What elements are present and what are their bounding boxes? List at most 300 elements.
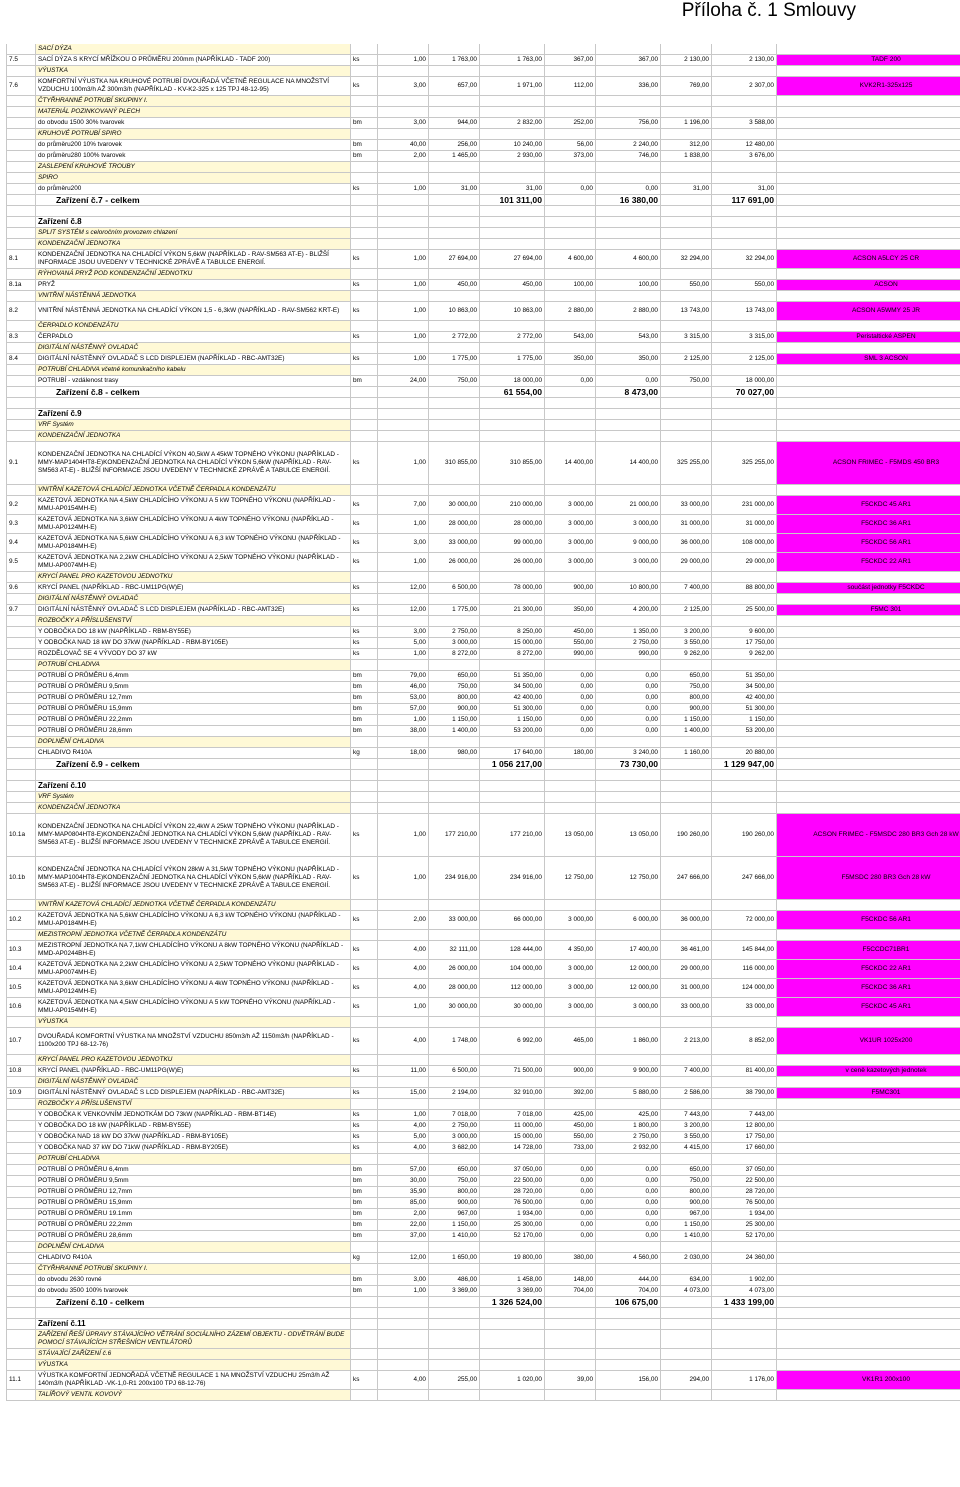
row-total <box>712 173 777 184</box>
item-description: POTRUBÍ O PRŮMĚRU 6,4mm <box>36 1165 351 1176</box>
item-number <box>7 1242 36 1253</box>
mounting-price: 373,00 <box>545 151 596 162</box>
mounting-total: 156,00 <box>596 1371 661 1390</box>
mounting-total <box>596 1017 661 1028</box>
quantity <box>378 195 429 206</box>
product-note <box>777 409 960 420</box>
mounting-total: 3 000,00 <box>596 553 661 572</box>
item-description: DIGITÁLNÍ NÁSTĚNNÝ OVLADAČ S LCD DISPLEJEM (NAPŘÍKLAD - RBC-AMT32E) <box>36 1088 351 1099</box>
unit: kg <box>351 1253 378 1264</box>
supply-total: 14 728,00 <box>480 1143 545 1154</box>
spacer-row <box>7 206 960 217</box>
item-number <box>7 1209 36 1220</box>
product-note: F5CKDC 56 AR1 <box>777 911 960 930</box>
unit-price: 33 000,00 <box>429 534 480 553</box>
unit-price <box>429 792 480 803</box>
item-description: KAZETOVÁ JEDNOTKA NA 3,6kW CHLADÍCÍHO VÝKONU A 4kW TOPNÉHO VÝKONU (NAPŘÍKLAD - MMU-AP0124MH-E) <box>36 515 351 534</box>
unit <box>351 409 378 420</box>
mounting-price: 180,00 <box>545 748 596 759</box>
item-description: MATERIÁL POZINKOVANÝ PLECH <box>36 107 351 118</box>
row-total: 108 000,00 <box>712 534 777 553</box>
total-unit-price <box>661 1319 712 1330</box>
total-unit-price <box>661 792 712 803</box>
total-unit-price: 967,00 <box>661 1209 712 1220</box>
item-number <box>7 1121 36 1132</box>
unit <box>351 228 378 239</box>
unit: ks <box>351 515 378 534</box>
quantity <box>378 759 429 770</box>
row-total: 1 176,00 <box>712 1371 777 1390</box>
row-total: 8 852,00 <box>712 1028 777 1055</box>
product-note <box>777 900 960 911</box>
unit-price <box>429 173 480 184</box>
mounting-price: 56,00 <box>545 140 596 151</box>
unit <box>351 239 378 250</box>
unit: ks <box>351 332 378 343</box>
mounting-price <box>545 269 596 280</box>
quantity <box>378 1319 429 1330</box>
mounting-total: 2 932,00 <box>596 1143 661 1154</box>
mounting-total: 1 350,00 <box>596 627 661 638</box>
unit: bm <box>351 1187 378 1198</box>
quantity: 1,00 <box>378 1110 429 1121</box>
row-total: 17 660,00 <box>712 1143 777 1154</box>
mounting-price <box>545 572 596 583</box>
total-row <box>7 387 960 398</box>
total-unit-price <box>661 1360 712 1371</box>
mounting-total: 1 800,00 <box>596 1121 661 1132</box>
quantity <box>378 1390 429 1401</box>
total-unit-price: 9 262,00 <box>661 649 712 660</box>
supply-total <box>480 900 545 911</box>
mounting-price <box>545 594 596 605</box>
group-header-row <box>7 228 960 239</box>
unit <box>351 485 378 496</box>
supply-total <box>480 217 545 228</box>
table-row <box>7 941 960 960</box>
item-description: KRYCÍ PANEL PRO KAZETOVOU JEDNOTKU <box>36 572 351 583</box>
item-number: 10.3 <box>7 941 36 960</box>
group-header-row <box>7 1264 960 1275</box>
table-row <box>7 534 960 553</box>
product-note <box>777 726 960 737</box>
unit-price <box>429 594 480 605</box>
mounting-total: 12 750,00 <box>596 857 661 900</box>
mounting-price <box>545 1017 596 1028</box>
table-row <box>7 649 960 660</box>
table-row <box>7 1231 960 1242</box>
supply-total: 19 800,00 <box>480 1253 545 1264</box>
quantity <box>378 409 429 420</box>
table-row <box>7 1088 960 1099</box>
total-unit-price: 750,00 <box>661 376 712 387</box>
total-unit-price <box>661 269 712 280</box>
table-row <box>7 704 960 715</box>
mounting-price: 450,00 <box>545 627 596 638</box>
item-description: Zařízení č.10 <box>36 781 351 792</box>
product-note <box>777 1286 960 1297</box>
group-header-row <box>7 107 960 118</box>
table-row <box>7 1066 960 1077</box>
row-total <box>712 107 777 118</box>
product-note <box>777 1209 960 1220</box>
mounting-total <box>596 291 661 302</box>
row-total: 2 307,00 <box>712 77 777 96</box>
item-number <box>7 184 36 195</box>
item-description: ROZDĚLOVAČ SE 4 VÝVODY DO 37 kW <box>36 649 351 660</box>
product-note <box>777 485 960 496</box>
item-number <box>7 1390 36 1401</box>
unit-price: 1 400,00 <box>429 726 480 737</box>
supply-total <box>480 66 545 77</box>
item-number: 8.4 <box>7 354 36 365</box>
item-number <box>7 1253 36 1264</box>
item-number: 10.7 <box>7 1028 36 1055</box>
product-note <box>777 96 960 107</box>
unit-price: 967,00 <box>429 1209 480 1220</box>
mounting-price: 425,00 <box>545 1110 596 1121</box>
product-note <box>777 398 960 409</box>
total-unit-price: 4 415,00 <box>661 1143 712 1154</box>
item-description: POTRUBÍ O PRŮMĚRU 9,5mm <box>36 682 351 693</box>
item-number <box>7 930 36 941</box>
total-unit-price <box>661 66 712 77</box>
product-note <box>777 151 960 162</box>
item-number <box>7 343 36 354</box>
table-row <box>7 77 960 96</box>
item-number <box>7 321 36 332</box>
mounting-total: 990,00 <box>596 649 661 660</box>
product-note <box>777 1110 960 1121</box>
supply-total <box>480 1330 545 1349</box>
supply-total <box>480 485 545 496</box>
row-total: 247 666,00 <box>712 857 777 900</box>
quantity: 1,00 <box>378 250 429 269</box>
product-note <box>777 184 960 195</box>
quantity: 85,00 <box>378 1198 429 1209</box>
mounting-price <box>545 431 596 442</box>
item-number <box>7 649 36 660</box>
item-description: SACÍ DÝZA S KRYCÍ MŘÍŽKOU O PRŮMĚRU 200mm (NAPŘÍKLAD - TADF 200) <box>36 55 351 66</box>
item-number <box>7 431 36 442</box>
item-number <box>7 671 36 682</box>
unit-price <box>429 269 480 280</box>
mounting-total <box>596 660 661 671</box>
total-unit-price: 1 838,00 <box>661 151 712 162</box>
quantity <box>378 1297 429 1308</box>
unit <box>351 1242 378 1253</box>
unit: bm <box>351 1220 378 1231</box>
unit: ks <box>351 1110 378 1121</box>
item-number <box>7 44 36 55</box>
item-number <box>7 398 36 409</box>
supply-total: 10 240,00 <box>480 140 545 151</box>
table-row <box>7 748 960 759</box>
item-description: KOMFORTNÍ VÝUSTKA NA KRUHOVÉ POTRUBÍ DVOUŘADÁ VČETNĚ REGULACE NA MNOŽSTVÍ VZDUCHU 100m3/h AŽ 300m3/h (NAPŘÍKLAD - KV-K2-325 x 125 TPJ 48-12-95) <box>36 77 351 96</box>
row-total <box>712 1308 777 1319</box>
row-total: 1 150,00 <box>712 715 777 726</box>
mounting-price: 3 000,00 <box>545 979 596 998</box>
item-description: POTRUBÍ O PRŮMĚRU 28,6mm <box>36 726 351 737</box>
group-header-row <box>7 420 960 431</box>
table-row <box>7 1253 960 1264</box>
row-total: 7 443,00 <box>712 1110 777 1121</box>
item-number <box>7 151 36 162</box>
total-unit-price: 3 550,00 <box>661 1132 712 1143</box>
table-row <box>7 354 960 365</box>
unit-price: 26 000,00 <box>429 960 480 979</box>
total-unit-price: 190 260,00 <box>661 814 712 857</box>
unit: ks <box>351 1132 378 1143</box>
item-description: DIGITÁLNÍ NÁSTĚNNÝ OVLADAČ S LCD DISPLEJEM (NAPŘÍKLAD - RBC-AMT32E) <box>36 354 351 365</box>
unit-price: 256,00 <box>429 140 480 151</box>
total-unit-price <box>661 1154 712 1165</box>
row-total <box>712 44 777 55</box>
group-header-row <box>7 321 960 332</box>
spacer-row <box>7 1308 960 1319</box>
unit: ks <box>351 184 378 195</box>
quantity: 7,00 <box>378 496 429 515</box>
table-row <box>7 911 960 930</box>
item-number <box>7 118 36 129</box>
supply-total <box>480 409 545 420</box>
item-number <box>7 1110 36 1121</box>
item-table-body <box>7 44 960 1401</box>
supply-total: 22 500,00 <box>480 1176 545 1187</box>
mounting-price: 12 750,00 <box>545 857 596 900</box>
supply-total: 34 500,00 <box>480 682 545 693</box>
item-number <box>7 726 36 737</box>
mounting-total: 106 675,00 <box>596 1297 661 1308</box>
mounting-total <box>596 321 661 332</box>
quantity: 18,00 <box>378 748 429 759</box>
row-total: 1 433 199,00 <box>712 1297 777 1308</box>
item-description: Zařízení č.10 - celkem <box>36 1297 351 1308</box>
product-note <box>777 1143 960 1154</box>
unit-price: 32 111,00 <box>429 941 480 960</box>
unit: bm <box>351 1275 378 1286</box>
item-description: KONDENZAČNÍ JEDNOTKA <box>36 431 351 442</box>
product-note: F5CCDC71BR1 <box>777 941 960 960</box>
mounting-total: 2 750,00 <box>596 638 661 649</box>
supply-total <box>480 1017 545 1028</box>
group-header-row <box>7 291 960 302</box>
quantity <box>378 343 429 354</box>
unit: ks <box>351 496 378 515</box>
item-description: VNITŘNÍ KAZETOVÁ CHLADÍCÍ JEDNOTKA VČETNĚ ČERPADLA KONDENZÁTU <box>36 900 351 911</box>
table-row <box>7 1286 960 1297</box>
page-title: Příloha č. 1 Smlouvy <box>681 0 856 21</box>
mounting-price <box>545 365 596 376</box>
group-header-row <box>7 431 960 442</box>
quantity <box>378 387 429 398</box>
item-description: ČERPADLO KONDENZÁTU <box>36 321 351 332</box>
item-number <box>7 1165 36 1176</box>
unit-price: 255,00 <box>429 1371 480 1390</box>
mounting-price: 2 880,00 <box>545 302 596 321</box>
total-unit-price <box>661 173 712 184</box>
item-number <box>7 96 36 107</box>
mounting-price <box>545 66 596 77</box>
mounting-total: 100,00 <box>596 280 661 291</box>
item-number <box>7 748 36 759</box>
total-unit-price <box>661 1264 712 1275</box>
unit-price <box>429 239 480 250</box>
mounting-total: 746,00 <box>596 151 661 162</box>
group-header-row <box>7 900 960 911</box>
unit: ks <box>351 1121 378 1132</box>
row-total <box>712 1264 777 1275</box>
item-description: SPIRO <box>36 173 351 184</box>
supply-total <box>480 343 545 354</box>
total-unit-price <box>661 803 712 814</box>
supply-total: 42 400,00 <box>480 693 545 704</box>
mounting-total: 0,00 <box>596 671 661 682</box>
mounting-price <box>545 1055 596 1066</box>
row-total: 1 902,00 <box>712 1275 777 1286</box>
quantity <box>378 737 429 748</box>
table-row <box>7 515 960 534</box>
mounting-total: 6 000,00 <box>596 911 661 930</box>
supply-total: 1 458,00 <box>480 1275 545 1286</box>
row-total <box>712 792 777 803</box>
quantity <box>378 96 429 107</box>
row-total: 17 750,00 <box>712 638 777 649</box>
supply-total: 7 018,00 <box>480 1110 545 1121</box>
supply-total: 8 272,00 <box>480 649 545 660</box>
product-note: Peristaltické ASPEN <box>777 332 960 343</box>
unit: bm <box>351 682 378 693</box>
unit-price <box>429 930 480 941</box>
item-number: 8.1 <box>7 250 36 269</box>
mounting-total <box>596 572 661 583</box>
table-row <box>7 1176 960 1187</box>
unit <box>351 321 378 332</box>
product-note <box>777 1242 960 1253</box>
mounting-price <box>545 1319 596 1330</box>
unit: ks <box>351 857 378 900</box>
item-number <box>7 638 36 649</box>
unit: bm <box>351 726 378 737</box>
mounting-price <box>545 1154 596 1165</box>
unit <box>351 594 378 605</box>
mounting-price <box>545 770 596 781</box>
section-heading-row <box>7 1319 960 1330</box>
product-note <box>777 792 960 803</box>
unit-price <box>429 1297 480 1308</box>
supply-total: 8 250,00 <box>480 627 545 638</box>
mounting-total: 3 240,00 <box>596 748 661 759</box>
mounting-total <box>596 485 661 496</box>
total-unit-price: 32 294,00 <box>661 250 712 269</box>
mounting-price: 13 050,00 <box>545 814 596 857</box>
table-row <box>7 715 960 726</box>
quantity: 1,00 <box>378 354 429 365</box>
mounting-price <box>545 343 596 354</box>
supply-total: 37 050,00 <box>480 1165 545 1176</box>
product-note <box>777 1319 960 1330</box>
supply-total: 450,00 <box>480 280 545 291</box>
product-note <box>777 1055 960 1066</box>
quantity <box>378 1360 429 1371</box>
unit-price: 1 150,00 <box>429 715 480 726</box>
item-number <box>7 291 36 302</box>
unit <box>351 1349 378 1360</box>
total-unit-price: 7 443,00 <box>661 1110 712 1121</box>
supply-total: 1 150,00 <box>480 715 545 726</box>
row-total: 4 073,00 <box>712 1286 777 1297</box>
item-description: KONDENZAČNÍ JEDNOTKA NA CHLADÍCÍ VÝKON 5,6kW (NAPŘÍKLAD - RAV-SM563 AT-E) - BLIŽŠÍ INFORMACE JSOU UVEDENY V TECHNICKÉ ZPRÁVĚ A TABULCE ENERGIÍ. <box>36 250 351 269</box>
unit <box>351 1360 378 1371</box>
item-number <box>7 365 36 376</box>
supply-total <box>480 737 545 748</box>
total-unit-price <box>661 44 712 55</box>
total-unit-price: 1 150,00 <box>661 1220 712 1231</box>
item-number <box>7 217 36 228</box>
quantity: 1,00 <box>378 442 429 485</box>
unit-price: 900,00 <box>429 1198 480 1209</box>
row-total <box>712 66 777 77</box>
total-unit-price <box>661 930 712 941</box>
item-description: POTRUBÍ O PRŮMĚRU 12,7mm <box>36 693 351 704</box>
quantity: 1,00 <box>378 998 429 1017</box>
unit: ks <box>351 979 378 998</box>
product-note <box>777 118 960 129</box>
item-number <box>7 1176 36 1187</box>
section-heading-row <box>7 409 960 420</box>
item-description: MEZISTROPNÍ JEDNOTKA NA 7,1kW CHLADÍCÍHO VÝKONU A 8kW TOPNÉHO VÝKONU (NAPŘÍKLAD - MMD-AP0244BH-E) <box>36 941 351 960</box>
quantity: 1,00 <box>378 332 429 343</box>
mounting-total: 16 380,00 <box>596 195 661 206</box>
total-unit-price: 247 666,00 <box>661 857 712 900</box>
item-number <box>7 409 36 420</box>
mounting-total: 2 240,00 <box>596 140 661 151</box>
product-note <box>777 162 960 173</box>
product-note: F5MC301 <box>777 1088 960 1099</box>
unit-price: 1 748,00 <box>429 1028 480 1055</box>
mounting-total: 543,00 <box>596 332 661 343</box>
mounting-total <box>596 431 661 442</box>
item-number <box>7 1231 36 1242</box>
unit: ks <box>351 354 378 365</box>
supply-total <box>480 1390 545 1401</box>
supply-total: 66 000,00 <box>480 911 545 930</box>
supply-total <box>480 239 545 250</box>
item-description: Zařízení č.11 <box>36 1319 351 1330</box>
row-total: 1 129 947,00 <box>712 759 777 770</box>
product-note <box>777 1360 960 1371</box>
unit-price: 750,00 <box>429 682 480 693</box>
mounting-price <box>545 1360 596 1371</box>
quantity <box>378 1242 429 1253</box>
mounting-total: 9 000,00 <box>596 534 661 553</box>
group-header-row <box>7 594 960 605</box>
quantity <box>378 594 429 605</box>
product-note <box>777 1390 960 1401</box>
total-unit-price <box>661 129 712 140</box>
mounting-total <box>596 1264 661 1275</box>
unit <box>351 44 378 55</box>
row-total: 3 676,00 <box>712 151 777 162</box>
item-number <box>7 485 36 496</box>
quantity: 1,00 <box>378 814 429 857</box>
table-row <box>7 583 960 594</box>
item-description: do obvodu 2630 rovné <box>36 1275 351 1286</box>
unit-price: 31,00 <box>429 184 480 195</box>
mounting-price: 0,00 <box>545 1176 596 1187</box>
item-number <box>7 140 36 151</box>
product-note <box>777 1154 960 1165</box>
